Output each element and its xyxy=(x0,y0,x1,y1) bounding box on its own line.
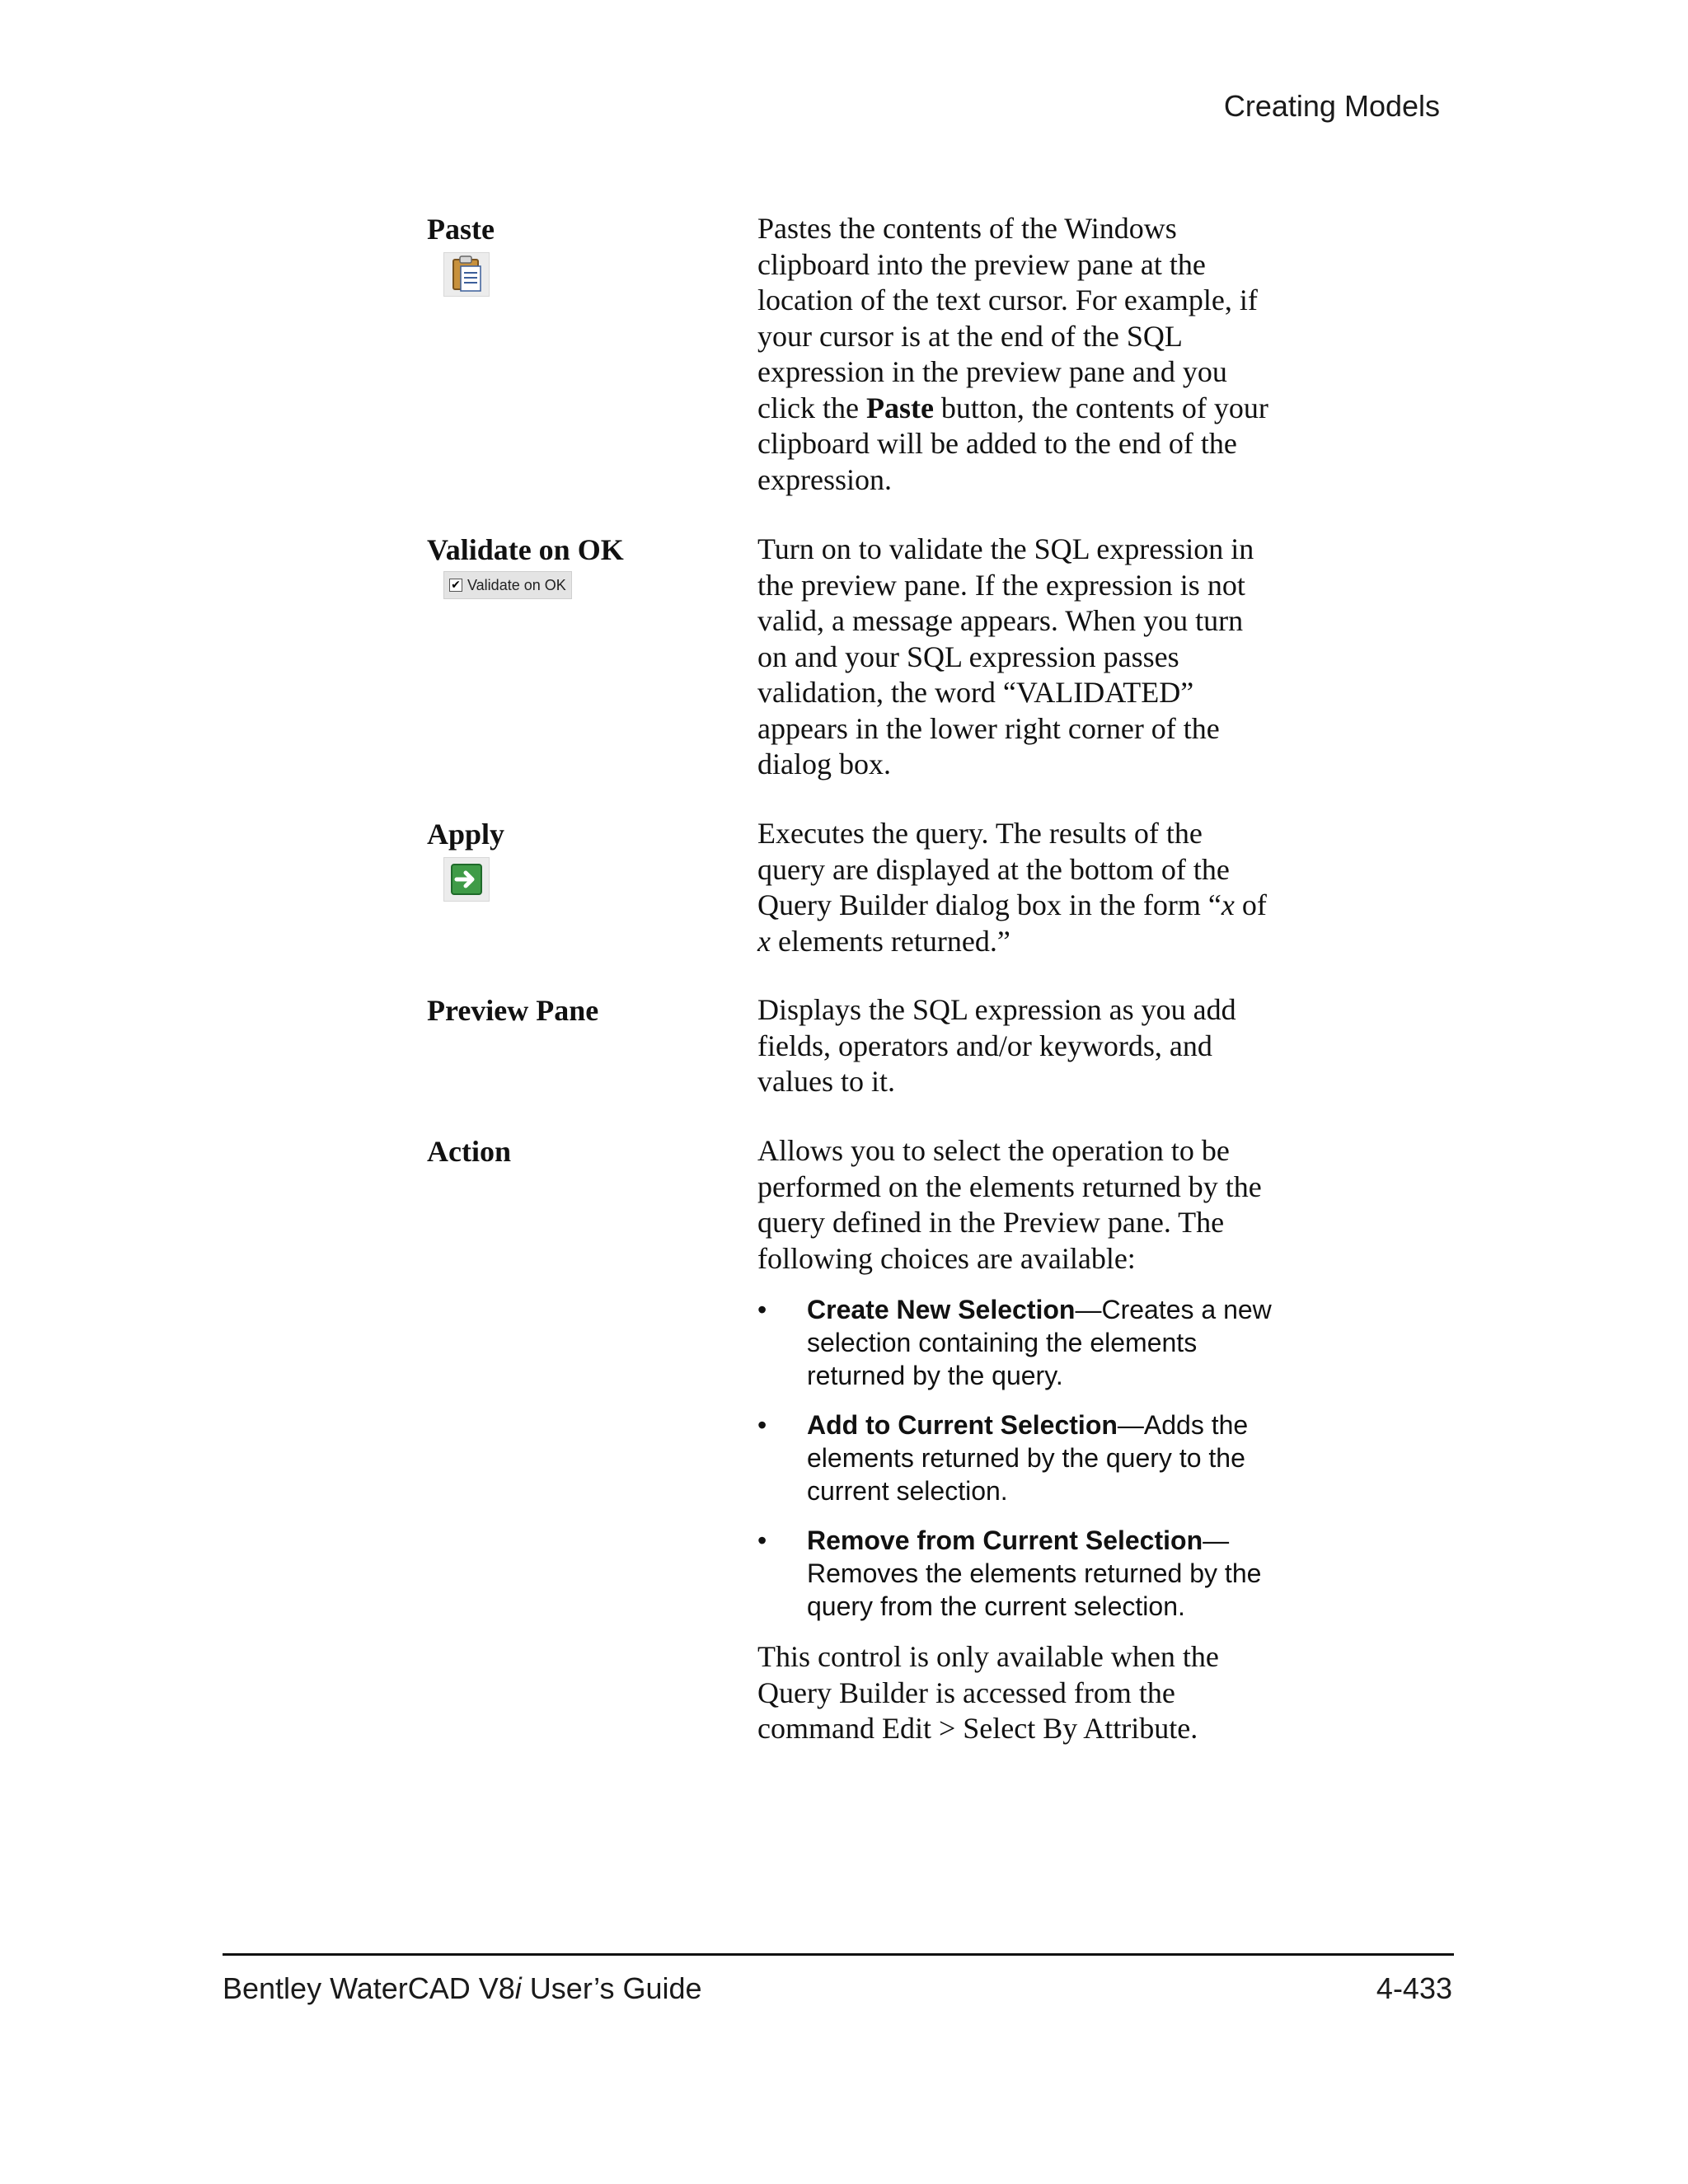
term-preview-pane: Preview Pane xyxy=(427,994,599,1027)
desc-apply: Executes the query. The results of the query are displayed at the bottom of the Query Builder dialog box in the form “x of x elements returned.” xyxy=(757,817,1267,958)
desc-action: Allows you to select the operation to be performed on the elements returned by the query defined in the Preview pane. The following choices are available: • Create New Selection—Creates a new selection containing the elements returned by the query. • Add to Current Selection—Adds the elements returned by the query to the current selection. • Remove from Current Selection— Removes the elements returned by the query from the current selection. This control is only available when the Query Builder is accessed from the command Edit > Select By Attribute. xyxy=(757,1133,1277,1747)
desc-validate: Turn on to validate the SQL expression in the preview pane. If the expression is not valid, a message appears. When you turn on and your SQL expression passes validation, the word “VALIDATED” appears in the lower right corner of the dialog box. xyxy=(757,532,1254,780)
term-validate: Validate on OK xyxy=(427,533,624,566)
checkbox-label: Validate on OK xyxy=(467,576,566,593)
running-header: Creating Models xyxy=(1223,89,1440,123)
green-arrow-right-icon xyxy=(443,857,490,902)
term-paste: Paste xyxy=(427,213,495,246)
list-item: • Create New Selection—Creates a new selection containing the elements returned by the query. xyxy=(757,1295,1272,1390)
desc-preview-pane: Displays the SQL expression as you add fields, operators and/or keywords, and values to it. xyxy=(757,993,1236,1098)
list-item: • Add to Current Selection—Adds the elements returned by the query to the current selection. xyxy=(757,1410,1249,1506)
footer-divider xyxy=(223,1953,1454,1956)
desc-paste: Pastes the contents of the Windows clipboard into the preview pane at the location of the text cursor. For example, if your cursor is at the end of the SQL expression in the preview pane and you click the Paste button, the contents of your clipboard will be added to the end of the expression. xyxy=(757,212,1268,496)
validate-on-ok-checkbox xyxy=(443,571,572,599)
term-action: Action xyxy=(427,1135,511,1168)
footer-guide-title: Bentley WaterCAD V8i User’s Guide xyxy=(223,1971,702,2005)
action-choices-list xyxy=(757,1293,1277,1623)
checkbox-checked-icon: ✔ xyxy=(449,579,462,592)
clipboard-paste-icon xyxy=(443,252,490,297)
term-apply: Apply xyxy=(427,818,505,851)
list-item: • Remove from Current Selection— Removes the elements returned by the query from the current selection. xyxy=(757,1526,1262,1621)
page-number: 4-433 xyxy=(1376,1971,1452,2005)
